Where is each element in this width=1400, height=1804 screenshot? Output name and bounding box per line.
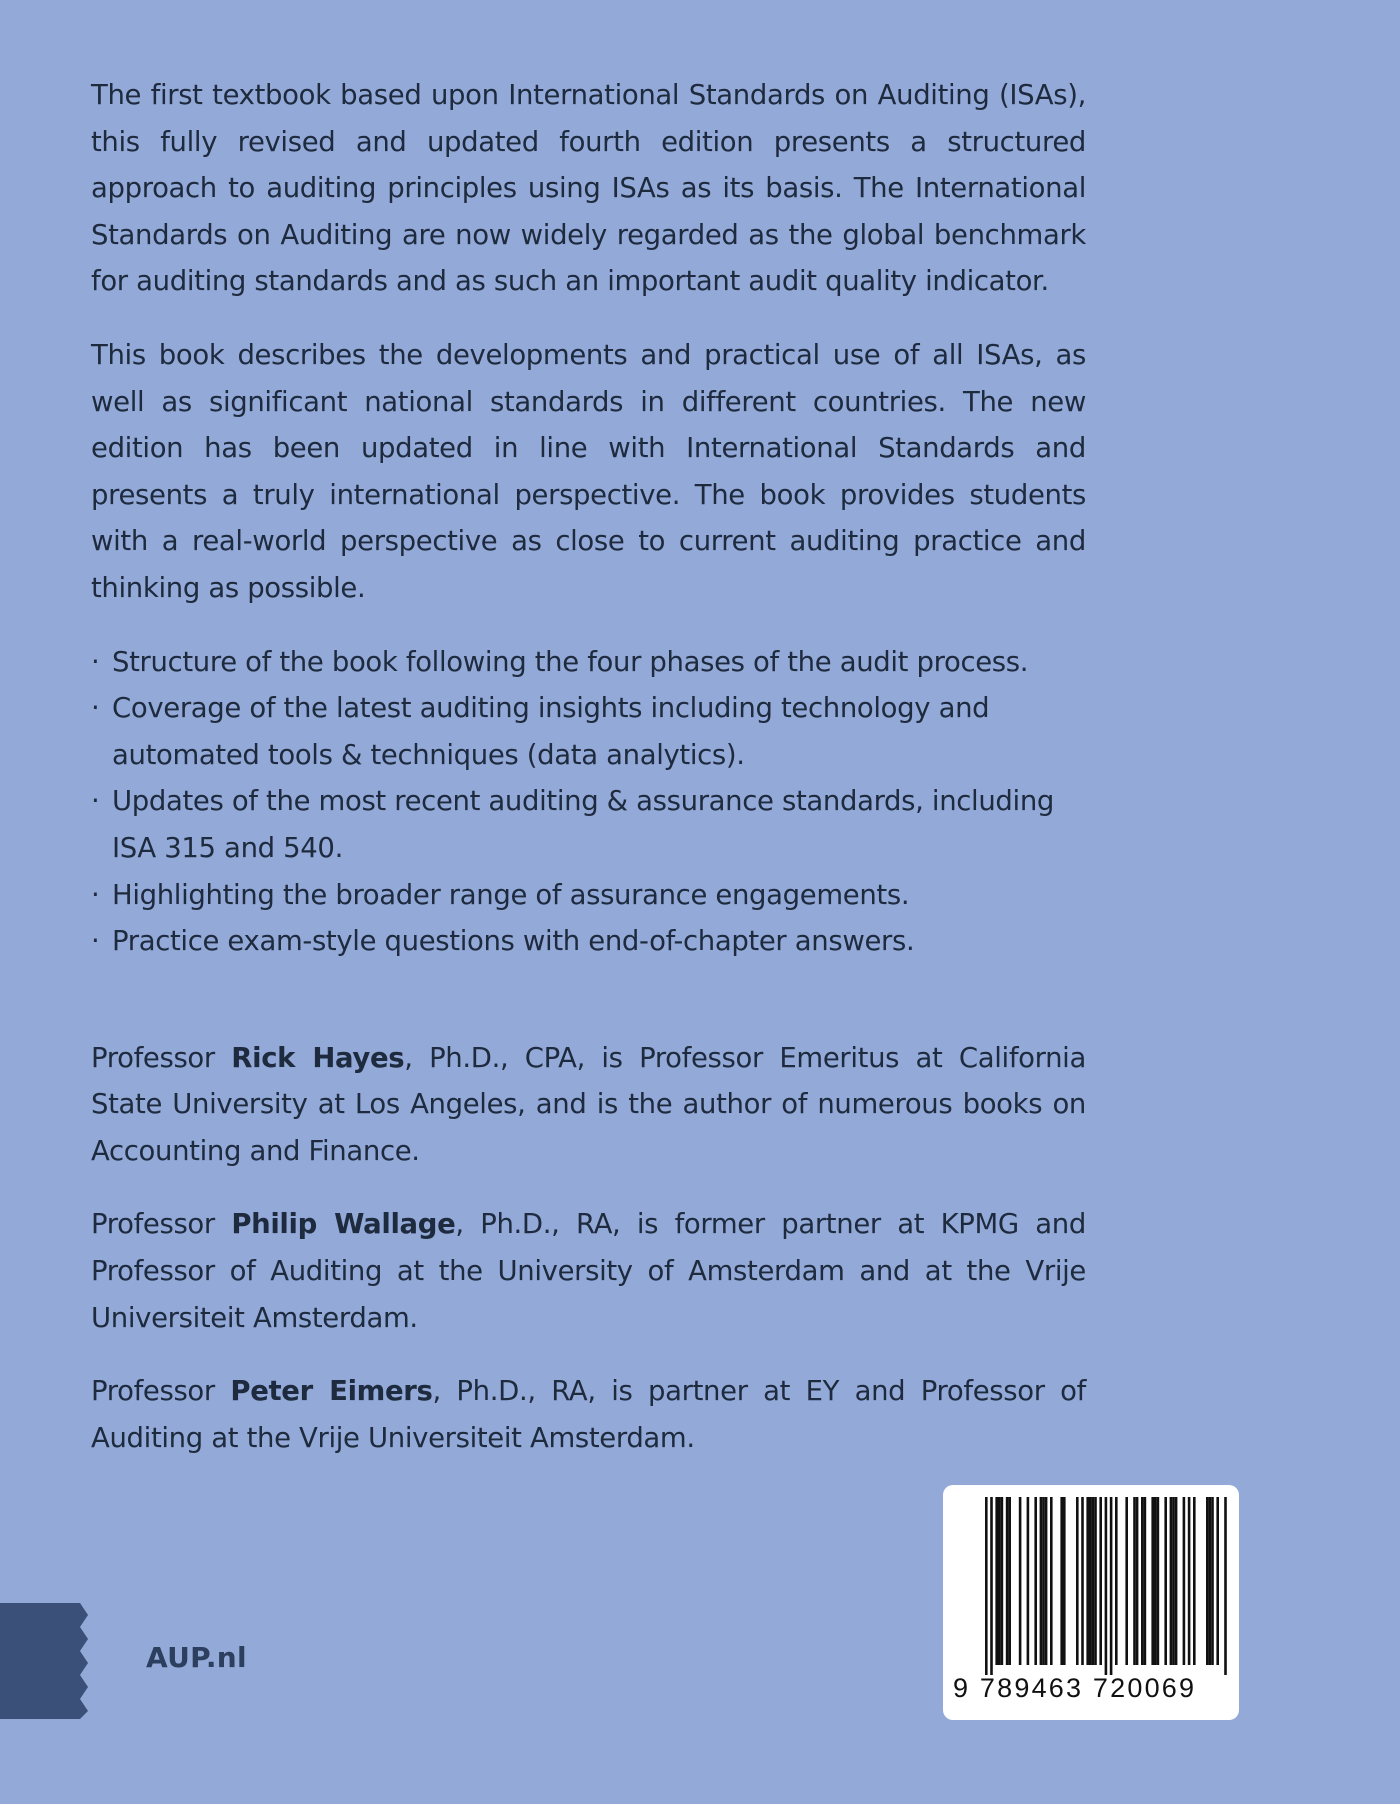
feature-item [91, 872, 1086, 919]
author-title: Professor [91, 1375, 215, 1408]
feature-text: Updates of the most recent auditing & assurance standards, including ISA 315 and 540. [112, 785, 1055, 864]
barcode-bar [1027, 1497, 1030, 1665]
barcode-bars [955, 1497, 1227, 1675]
barcode-bar [1172, 1497, 1175, 1665]
barcode-bar [995, 1497, 998, 1665]
barcode-bar [1164, 1497, 1167, 1665]
author-bio-text: , Ph.D., RA, is partner at EY and Professor of Auditing at the Vrije Universiteit Amsterdam. [91, 1375, 1086, 1454]
intro-paragraph: The first textbook based upon International Standards on Auditing (ISAs), this fully revised and updated fourth edition presents a structured approach to auditing principles using ISAs as its basis. The International Standards on Auditing are now widely regarded as the global benchmark for auditing standards and as such an important audit quality indicator. [91, 79, 1086, 298]
barcode-bar [1076, 1497, 1079, 1665]
barcode-bar [1188, 1497, 1191, 1665]
barcode-bar [1193, 1497, 1196, 1665]
author-name: Rick Hayes [231, 1041, 405, 1074]
barcode-bar [1063, 1497, 1066, 1665]
barcode-bar [1154, 1497, 1157, 1665]
back-cover-text [91, 72, 1086, 1488]
barcode-bar [1224, 1497, 1227, 1675]
author-name: Philip Wallage [231, 1208, 456, 1241]
feature-item [91, 639, 1086, 686]
barcode-bar [1086, 1497, 1089, 1665]
barcode-bar [1209, 1497, 1212, 1665]
barcode-bar [1136, 1497, 1139, 1665]
feature-text: Coverage of the latest auditing insights including technology and automated tools & techniques (data analytics). [112, 692, 990, 771]
barcode-bar [1206, 1497, 1209, 1665]
barcode-bar [1092, 1497, 1095, 1665]
barcode-bar [1094, 1497, 1097, 1665]
barcode-bar [1141, 1497, 1144, 1665]
feature-item [91, 778, 1086, 871]
barcode-bar [1144, 1497, 1147, 1665]
barcode-bar [1105, 1497, 1108, 1675]
author-bio-hayes [91, 1035, 1086, 1175]
barcode-bar [985, 1497, 988, 1675]
feature-text: Structure of the book following the four phases of the audit process. [112, 645, 1029, 678]
barcode-bar [1042, 1497, 1045, 1665]
isbn-barcode [943, 1485, 1239, 1720]
barcode-bar [1115, 1497, 1118, 1665]
barcode-bar [1019, 1497, 1022, 1665]
barcode-bar [1006, 1497, 1009, 1665]
bullet-glyph: · [91, 878, 100, 911]
publisher-logo-mark-icon [0, 1603, 88, 1719]
bullet-glyph: · [91, 645, 100, 678]
barcode-bar [1216, 1497, 1219, 1665]
barcode-bar [1170, 1497, 1173, 1665]
barcode-bar [1175, 1497, 1178, 1665]
author-bio-eimers [91, 1368, 1086, 1461]
publisher-url[interactable]: AUP.nl [146, 1641, 247, 1674]
author-title: Professor [91, 1041, 215, 1074]
barcode-bar [1045, 1497, 1048, 1665]
barcode-bar [1089, 1497, 1092, 1665]
barcode-bar [1060, 1497, 1063, 1665]
barcode-bar [1157, 1497, 1160, 1665]
feature-text: Highlighting the broader range of assurance engagements. [112, 878, 910, 911]
barcode-bar [1008, 1497, 1011, 1665]
barcode-bar [1034, 1497, 1037, 1665]
bullet-glyph: · [91, 925, 100, 958]
barcode-bar [1001, 1497, 1004, 1665]
author-bio-text: , Ph.D., CPA, is Professor Emeritus at California State University at Los Angeles, and is the author of numerous books on Accounting and Finance. [91, 1041, 1086, 1167]
barcode-bar [1125, 1497, 1128, 1665]
barcode-bar [1110, 1497, 1113, 1675]
feature-item [91, 685, 1086, 778]
author-title: Professor [91, 1208, 215, 1241]
author-bio-wallage [91, 1201, 1086, 1341]
barcode-bar [1040, 1497, 1043, 1665]
feature-item [91, 918, 1086, 965]
barcode-bar [1211, 1497, 1214, 1665]
barcode-bar [990, 1497, 993, 1675]
bullet-glyph: · [91, 692, 100, 725]
barcode-bar [998, 1497, 1001, 1665]
isbn-number: 9 789463 720069 [953, 1673, 1197, 1703]
author-bio-text: , Ph.D., RA, is former partner at KPMG and Professor of Auditing at the University of Amsterdam and at the Vrije Universiteit Amsterdam. [91, 1208, 1086, 1334]
barcode-bar [1151, 1497, 1154, 1665]
barcode-bar [1050, 1497, 1053, 1665]
bullet-glyph: · [91, 785, 100, 818]
feature-list [91, 639, 1086, 965]
description-paragraph: This book describes the developments and practical use of all ISAs, as well as significant national standards in different countries. The new edition has been updated in line with International Standards and presents a truly international perspective. The book provides students with a real-world perspective as close to current auditing practice and thinking as possible. [91, 338, 1086, 604]
feature-text: Practice exam-style questions with end-of-chapter answers. [112, 925, 915, 958]
barcode-bar [1099, 1497, 1102, 1665]
barcode-bar [1081, 1497, 1084, 1665]
barcode-bar [1183, 1497, 1186, 1665]
author-name: Peter Eimers [230, 1375, 433, 1408]
barcode-bar [1133, 1497, 1136, 1665]
